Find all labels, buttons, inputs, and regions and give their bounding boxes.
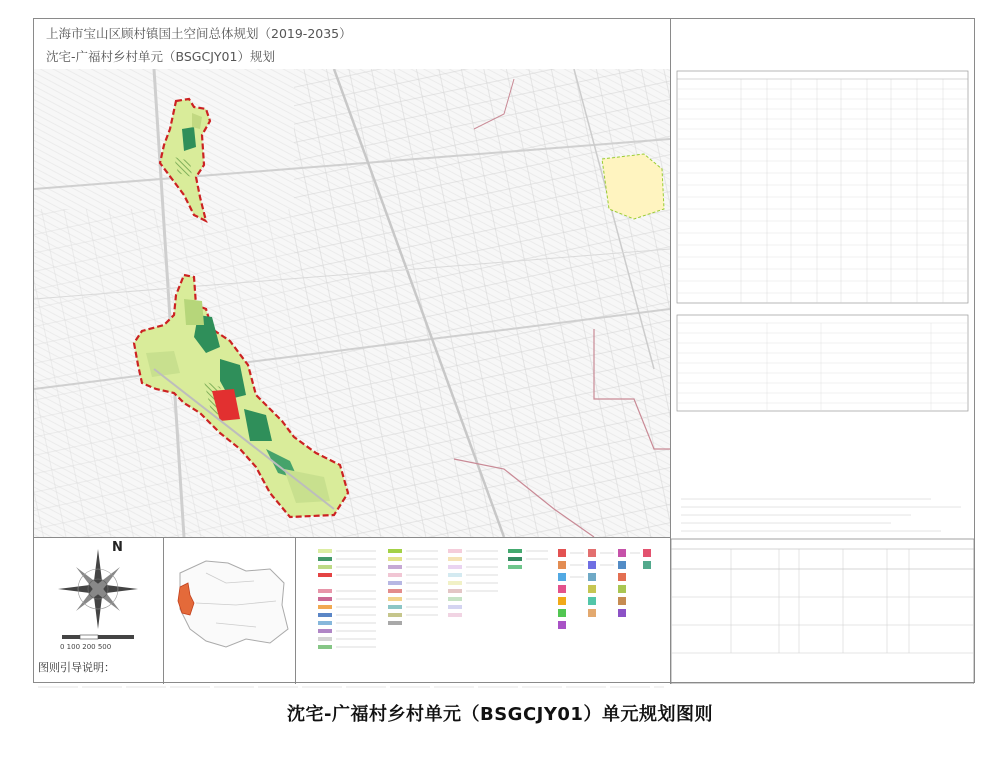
- legend-notes-title: 图则引导说明：: [38, 661, 115, 674]
- legend-area: [34, 537, 670, 684]
- control-index-tables: [671, 19, 974, 684]
- planning-tables-panel: [671, 19, 974, 684]
- land-use-legend: [296, 537, 670, 684]
- north-label: N: [112, 540, 123, 555]
- plan-sheet: [33, 18, 975, 683]
- planning-map[interactable]: [34, 69, 670, 538]
- unit-title: 沈宅-广福村乡村单元（BSGCJY01）规划: [46, 49, 275, 64]
- legend-notes-strip: [34, 676, 670, 684]
- map-canvas: [34, 69, 670, 537]
- plan-title: 上海市宝山区顾村镇国土空间总体规划（2019-2035）: [46, 26, 352, 41]
- title-block: [34, 19, 670, 70]
- location-inset-map: [164, 537, 296, 684]
- north-scale-panel: [34, 537, 164, 684]
- scale-bar-labels: 0 100 200 500: [60, 643, 112, 651]
- map-caption: 沈宅-广福村乡村单元（BSGCJY01）单元规划图则: [287, 704, 713, 725]
- compass-rose-icon: [42, 547, 152, 647]
